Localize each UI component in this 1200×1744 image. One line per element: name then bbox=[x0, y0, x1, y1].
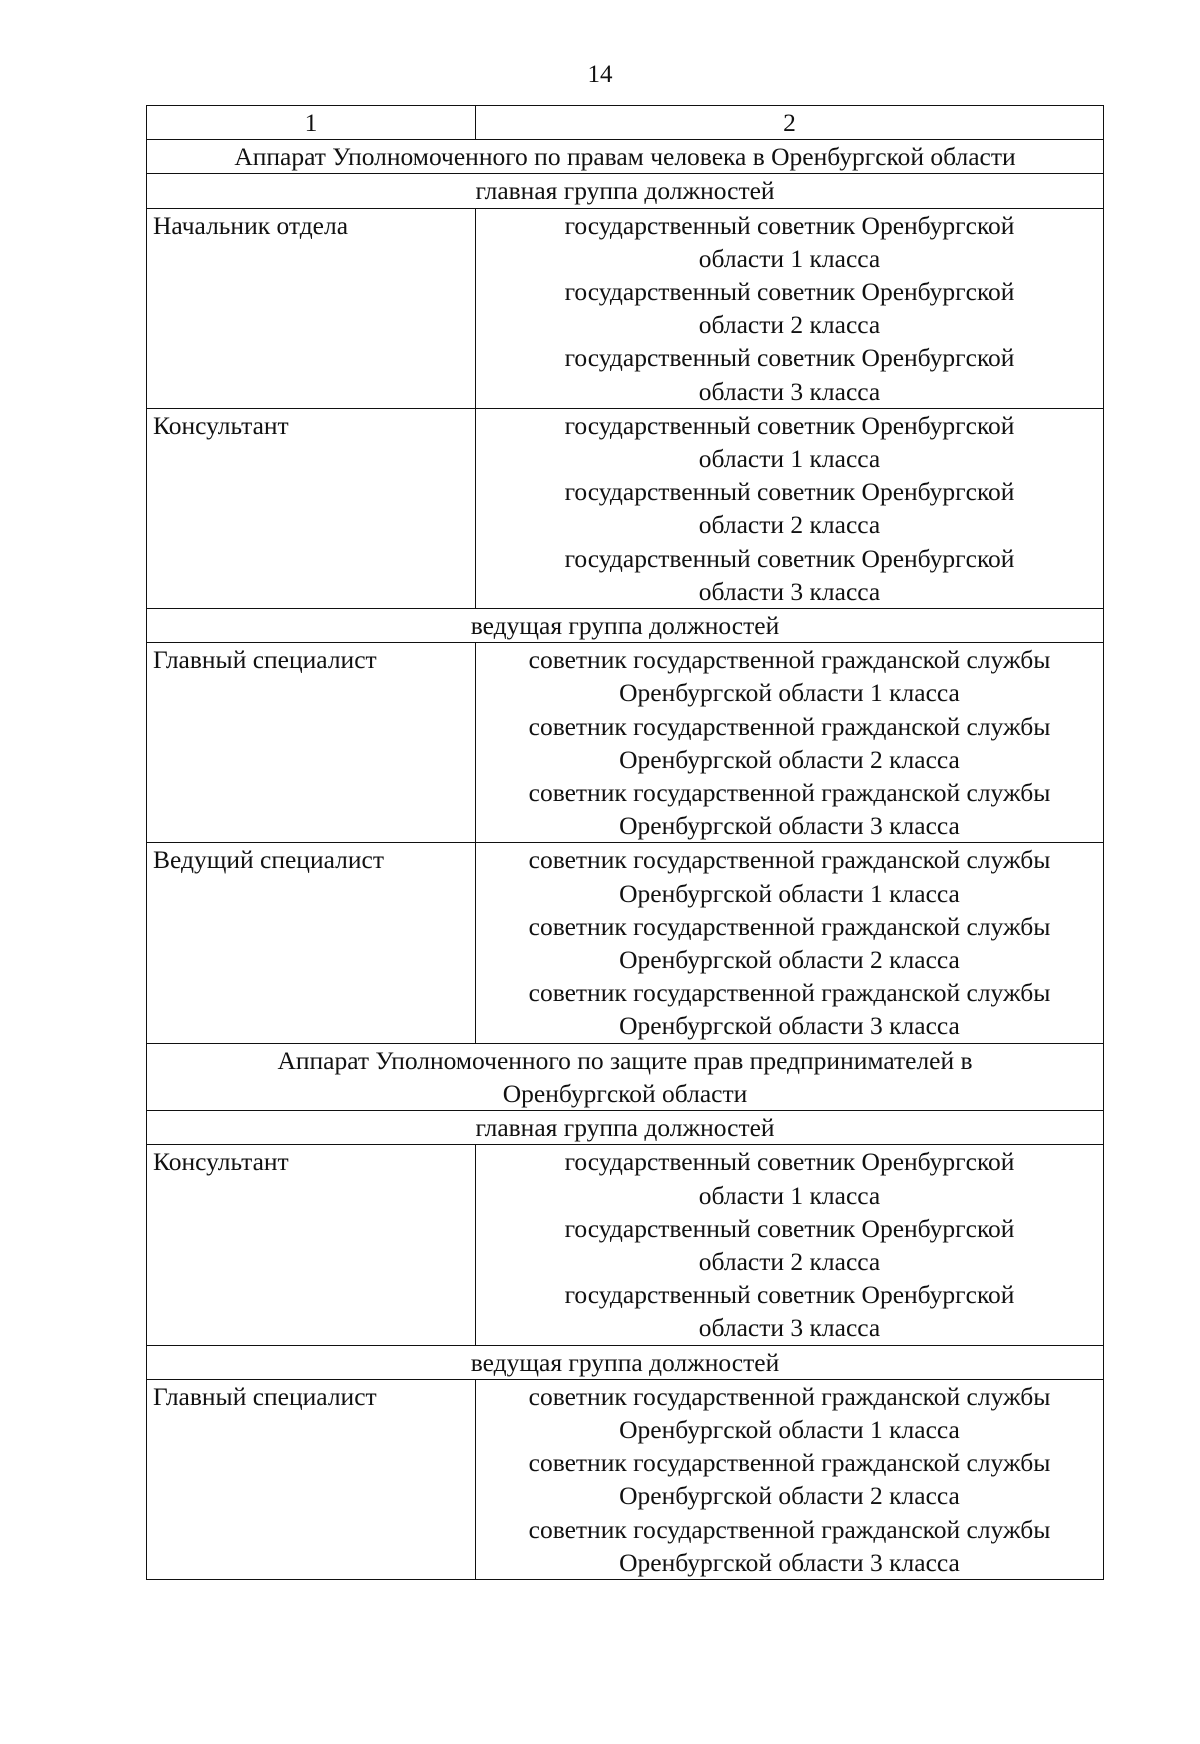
group-title: главная группа должностей bbox=[147, 1111, 1104, 1145]
ranks-table bbox=[146, 105, 1104, 1580]
section-title: Аппарат Уполномоченного по правам человека в Оренбургской области bbox=[147, 140, 1104, 174]
rank-list bbox=[476, 408, 1104, 608]
page-number: 14 bbox=[587, 61, 613, 88]
position-title: Ведущий специалист bbox=[147, 843, 476, 1043]
rank-line: Оренбургской области 3 класса bbox=[619, 811, 960, 841]
rank-line: области 3 класса bbox=[698, 376, 881, 406]
rank-line: области 3 класса bbox=[698, 1313, 881, 1343]
section-title-row bbox=[147, 140, 1104, 174]
rank-line: советник государственной гражданской службы bbox=[528, 978, 1051, 1008]
position-title: Главный специалист bbox=[147, 643, 476, 843]
rank-list bbox=[476, 208, 1104, 408]
rank-line: Оренбургской области 1 класса bbox=[619, 678, 960, 708]
position-title: Главный специалист bbox=[147, 1379, 476, 1579]
rank-line: области 1 класса bbox=[698, 243, 881, 273]
position-row bbox=[147, 1379, 1104, 1579]
position-title: Начальник отдела bbox=[147, 208, 476, 408]
rank-line: области 2 класса bbox=[698, 310, 881, 340]
rank-line: области 1 класса bbox=[698, 444, 881, 474]
rank-line: советник государственной гражданской службы bbox=[528, 711, 1051, 741]
section-title-row bbox=[147, 1043, 1104, 1110]
rank-line: Оренбургской области 2 класса bbox=[619, 1481, 960, 1511]
ranks-table-body bbox=[147, 106, 1104, 1580]
group-title-row bbox=[147, 174, 1104, 208]
rank-line: советник государственной гражданской службы bbox=[528, 911, 1051, 941]
rank-list bbox=[476, 643, 1104, 843]
position-title: Консультант bbox=[147, 1145, 476, 1345]
rank-line: советник государственной гражданской службы bbox=[528, 1381, 1051, 1411]
group-title: главная группа должностей bbox=[147, 174, 1104, 208]
rank-line: советник государственной гражданской службы bbox=[528, 1448, 1051, 1478]
rank-line: Оренбургской области 3 класса bbox=[619, 1011, 960, 1041]
rank-list bbox=[476, 843, 1104, 1043]
group-title-row bbox=[147, 1345, 1104, 1379]
section-title bbox=[147, 1043, 1104, 1110]
position-row bbox=[147, 408, 1104, 608]
position-row bbox=[147, 843, 1104, 1043]
rank-line: государственный советник Оренбургской bbox=[564, 277, 1015, 307]
rank-line: Оренбургской области 2 класса bbox=[619, 945, 960, 975]
rank-line: государственный советник Оренбургской bbox=[564, 1147, 1015, 1177]
rank-line: советник государственной гражданской службы bbox=[528, 778, 1051, 808]
position-title: Консультант bbox=[147, 408, 476, 608]
position-row bbox=[147, 208, 1104, 408]
rank-line: области 2 класса bbox=[698, 510, 881, 540]
column-number-row bbox=[147, 106, 1104, 140]
rank-line: государственный советник Оренбургской bbox=[564, 1213, 1015, 1243]
group-title: ведущая группа должностей bbox=[147, 609, 1104, 643]
rank-line: Оренбургской области 1 класса bbox=[619, 1414, 960, 1444]
rank-line: государственный советник Оренбургской bbox=[564, 477, 1015, 507]
rank-line: государственный советник Оренбургской bbox=[564, 210, 1015, 240]
rank-list bbox=[476, 1145, 1104, 1345]
group-title-row bbox=[147, 1111, 1104, 1145]
group-title-row bbox=[147, 609, 1104, 643]
column-number-2: 2 bbox=[476, 106, 1104, 140]
rank-line: области 1 класса bbox=[698, 1180, 881, 1210]
group-title: ведущая группа должностей bbox=[147, 1345, 1104, 1379]
section-title-line: Аппарат Уполномоченного по защите прав предпринимателей в bbox=[277, 1045, 973, 1075]
rank-line: советник государственной гражданской службы bbox=[528, 845, 1051, 875]
rank-line: государственный советник Оренбургской bbox=[564, 1280, 1015, 1310]
column-number-1: 1 bbox=[147, 106, 476, 140]
rank-line: Оренбургской области 2 класса bbox=[619, 744, 960, 774]
rank-list bbox=[476, 1379, 1104, 1579]
rank-line: области 2 класса bbox=[698, 1246, 881, 1276]
section-title-line: Оренбургской области bbox=[502, 1078, 748, 1108]
rank-line: государственный советник Оренбургской bbox=[564, 410, 1015, 440]
rank-line: Оренбургской области 3 класса bbox=[619, 1547, 960, 1577]
position-row bbox=[147, 643, 1104, 843]
rank-line: советник государственной гражданской службы bbox=[528, 1514, 1051, 1544]
rank-line: государственный советник Оренбургской bbox=[564, 543, 1015, 573]
rank-line: Оренбургской области 1 класса bbox=[619, 878, 960, 908]
rank-line: государственный советник Оренбургской bbox=[564, 343, 1015, 373]
position-row bbox=[147, 1145, 1104, 1345]
rank-line: советник государственной гражданской службы bbox=[528, 645, 1051, 675]
rank-line: области 3 класса bbox=[698, 576, 881, 606]
